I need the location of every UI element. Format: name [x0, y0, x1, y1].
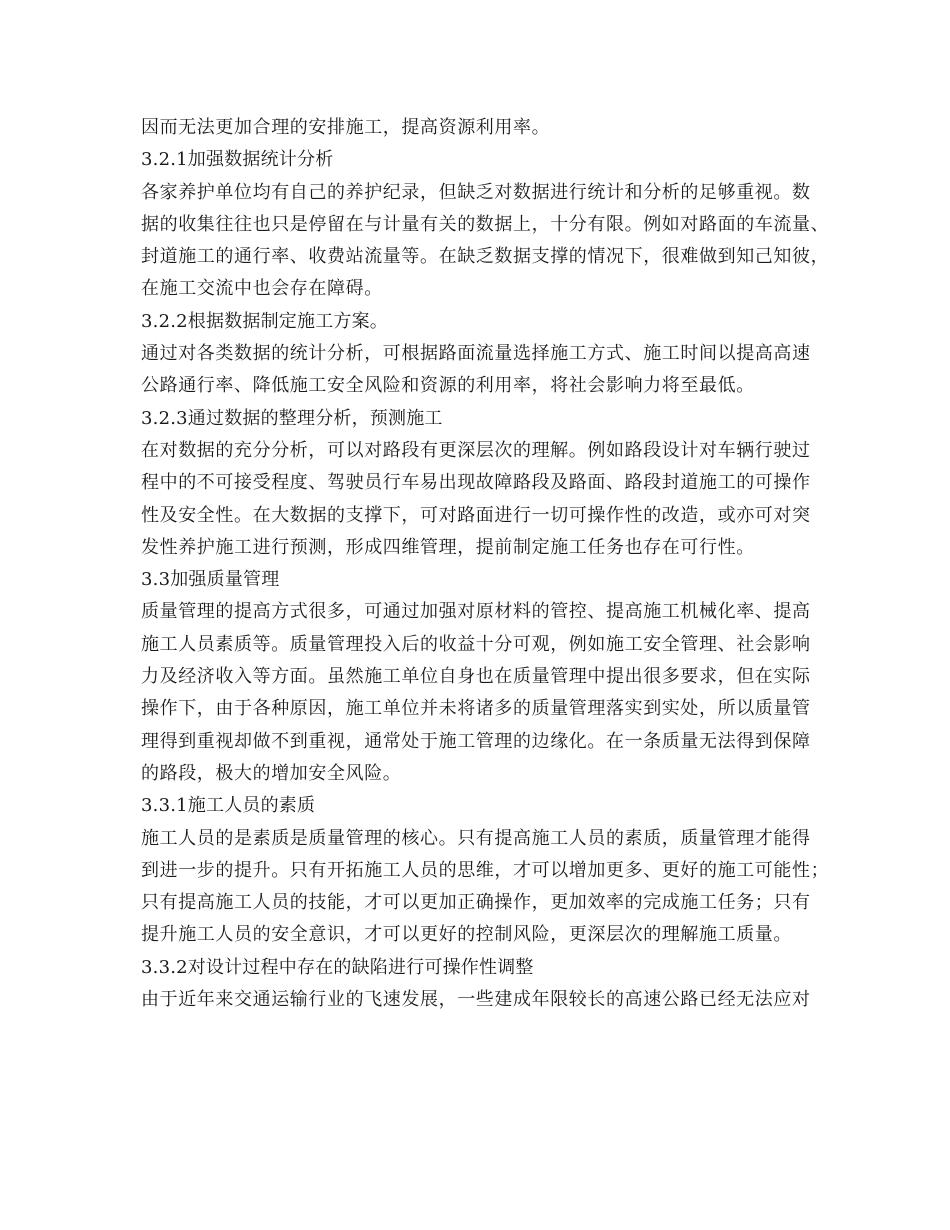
- paragraph-line: 在对数据的充分分析，可以对路段有更深层次的理解。例如路段设计对车辆行驶过: [141, 439, 811, 461]
- section-heading-3-3: 3.3加强质量管理: [141, 569, 280, 591]
- paragraph-line: 各家养护单位均有自己的养护纪录，但缺乏对数据进行统计和分析的足够重视。数: [141, 181, 811, 203]
- section-heading-3-3-1: 3.3.1施工人员的素质: [141, 795, 316, 817]
- paragraph-line: 只有提高施工人员的技能，才可以更加正确操作，更加效率的完成施工任务；只有: [141, 892, 811, 914]
- paragraph-line: 在施工交流中也会存在障碍。: [141, 278, 383, 300]
- body-text: [141, 112, 830, 1016]
- paragraph-line: 理得到重视却做不到重视，通常处于施工管理的边缘化。在一条质量无法得到保障: [141, 730, 811, 752]
- paragraph-line: 的路段，极大的增加安全风险。: [141, 762, 402, 784]
- paragraph-line: 力及经济收入等方面。虽然施工单位自身也在质量管理中提出很多要求，但在实际: [141, 666, 811, 688]
- paragraph-line: 通过对各类数据的统计分析，可根据路面流量选择施工方式、施工时间以提高高速: [141, 343, 811, 365]
- paragraph-line: 因而无法更加合理的安排施工，提高资源利用率。: [141, 117, 551, 138]
- section-heading-3-2-1: 3.2.1加强数据统计分析: [141, 149, 334, 171]
- paragraph-line: 性及安全性。在大数据的支撑下，可对路面进行一切可操作性的改造，或亦可对突: [141, 504, 811, 526]
- paragraph-line: 到进一步的提升。只有开拓施工人员的思维，才可以增加更多、更好的施工可能性；: [141, 859, 830, 881]
- paragraph-line: 质量管理的提高方式很多，可通过加强对原材料的管控、提高施工机械化率、提高: [141, 601, 811, 623]
- paragraph-line: 施工人员素质等。质量管理投入后的收益十分可观，例如施工安全管理、社会影响: [141, 633, 811, 655]
- paragraph-line: 由于近年来交通运输行业的飞速发展，一些建成年限较长的高速公路已经无法应对: [141, 989, 811, 1011]
- paragraph-line: 据的收集往往也只是停留在与计量有关的数据上，十分有限。例如对路面的车流量、: [141, 213, 830, 235]
- section-heading-3-2-2: 3.2.2根据数据制定施工方案。: [141, 310, 388, 332]
- section-heading-3-2-3: 3.2.3通过数据的整理分析，预测施工: [141, 407, 443, 429]
- paragraph-line: 施工人员的是素质是质量管理的核心。只有提高施工人员的素质，质量管理才能得: [141, 827, 811, 849]
- paragraph-line: 封道施工的通行率、收费站流量等。在缺乏数据支撑的情况下，很难做到知己知彼，: [141, 246, 830, 268]
- paragraph-line: 操作下，由于各种原因，施工单位并未将诸多的质量管理落实到实处，所以质量管: [141, 698, 811, 720]
- paragraph-line: 发性养护施工进行预测，形成四维管理，提前制定施工任务也存在可行性。: [141, 536, 755, 558]
- paragraph-line: 程中的不可接受程度、驾驶员行车易出现故障路段及路面、路段封道施工的可操作: [141, 472, 811, 494]
- paragraph-line: 提升施工人员的安全意识，才可以更好的控制风险，更深层次的理解施工质量。: [141, 924, 792, 946]
- paragraph-line: 公路通行率、降低施工安全风险和资源的利用率，将社会影响力将至最低。: [141, 375, 755, 397]
- section-heading-3-3-2: 3.3.2对设计过程中存在的缺陷进行可操作性调整: [141, 956, 534, 978]
